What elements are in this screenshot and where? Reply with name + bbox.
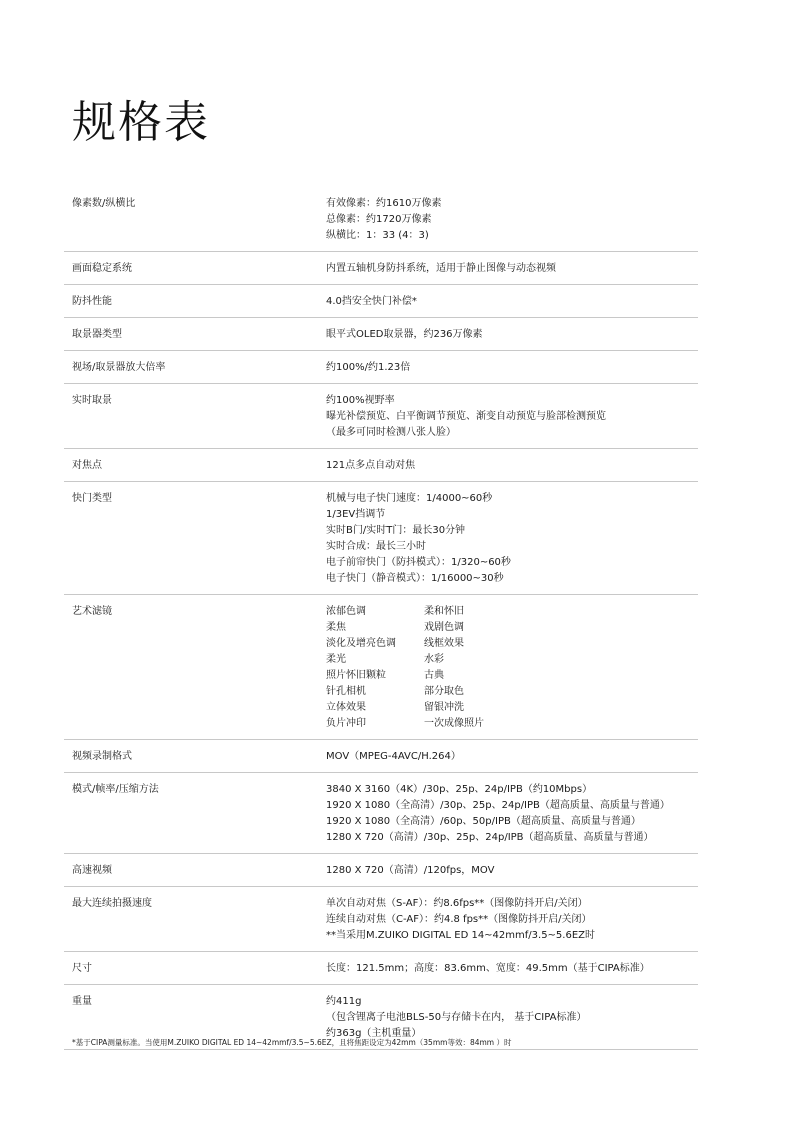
spec-value-line: MOV（MPEG-4AVC/H.264）: [326, 751, 461, 762]
spec-label: 艺术滤镜: [72, 606, 112, 617]
spec-value-line: 电子前帘快门（防抖模式）：1/320~60秒: [326, 557, 511, 568]
spec-row-pixels: [64, 187, 698, 252]
spec-value: [326, 482, 698, 594]
spec-value-line: 1920 X 1080（全高清）/60p、50p/IPB（超高质量、高质量与普通）: [326, 816, 641, 827]
art-filter-item: 柔和怀旧: [424, 606, 464, 617]
art-filter-item: 针孔相机: [326, 686, 366, 697]
spec-value-line: 实时合成：最长三小时: [326, 541, 426, 552]
spec-value: [326, 351, 698, 383]
spec-value-line: 总像素：约1720万像素: [326, 214, 432, 225]
spec-value: [326, 887, 698, 951]
spec-value: [326, 952, 698, 984]
spec-value-line: 约100%/约1.23倍: [326, 362, 411, 373]
spec-value: [326, 318, 698, 350]
spec-value: [326, 384, 698, 448]
spec-value-line: 长度：121.5mm；高度：83.6mm、宽度：49.5mm（基于CIPA标准）: [326, 963, 650, 974]
spec-label: 最大连续拍摄速度: [72, 898, 152, 909]
art-filter-row: [326, 636, 698, 652]
art-filter-row: [326, 700, 698, 716]
spec-row-art-filters: [64, 595, 698, 740]
footnote: *基于CIPA测量标准。当使用M.ZUIKO DIGITAL ED 14~42mmf/3.5~5.6EZ，且将焦距设定为42mm（35mm等效：84mm ）时: [72, 1038, 512, 1047]
spec-table: [64, 187, 698, 1050]
spec-row-shutter-type: [64, 482, 698, 595]
art-filter-row: [326, 716, 698, 732]
spec-value-line: 3840 X 3160（4K）/30p、25p、24p/IPB（约10Mbps）: [326, 784, 593, 795]
spec-value-line: 内置五轴机身防抖系统，适用于静止图像与动态视频: [326, 263, 556, 274]
art-filter-row: [326, 668, 698, 684]
art-filter-item: 留银冲洗: [424, 702, 464, 713]
spec-row-focus-points: [64, 449, 698, 482]
art-filter-item: 照片怀旧颗粒: [326, 670, 386, 681]
spec-value: [326, 854, 698, 886]
art-filter-item: 浓郁色调: [326, 606, 366, 617]
art-filter-item: 立体效果: [326, 702, 366, 713]
art-filter-row: [326, 604, 698, 620]
spec-row-burst-speed: [64, 887, 698, 952]
spec-label: 取景器类型: [72, 329, 122, 340]
spec-row-video-modes: [64, 773, 698, 854]
art-filter-item: 柔光: [326, 654, 346, 665]
spec-value-line: 纵横比：1：33 (4：3): [326, 230, 429, 241]
art-filter-item: 水彩: [424, 654, 444, 665]
spec-value: [326, 252, 698, 284]
art-filter-item: 戏剧色调: [424, 622, 464, 633]
spec-label: 对焦点: [72, 460, 102, 471]
art-filter-item: 柔焦: [326, 622, 346, 633]
spec-label: 实时取景: [72, 395, 112, 406]
spec-value-line: （最多可同时检测八张人脸）: [326, 427, 456, 438]
spec-label: 画面稳定系统: [72, 263, 132, 274]
spec-value-line: 1920 X 1080（全高清）/30p、25p、24p/IPB（超高质量、高质量与普通）: [326, 800, 670, 811]
spec-label: 尺寸: [72, 963, 92, 974]
spec-label: 像素数/纵横比: [72, 198, 136, 209]
spec-value-line: 连续自动对焦（C-AF）：约4.8 fps**（图像防抖开启/关闭）: [326, 914, 592, 925]
spec-value: [326, 187, 698, 251]
spec-row-dimensions: [64, 952, 698, 985]
art-filter-item: 古典: [424, 670, 444, 681]
spec-value-line: 1280 X 720（高清）/30p、25p、24p/IPB（超高质量、高质量与普通）: [326, 832, 654, 843]
page-title: 规格表: [72, 97, 210, 148]
spec-label: 重量: [72, 996, 92, 1007]
spec-row-viewfinder-type: [64, 318, 698, 351]
art-filter-item: 部分取色: [424, 686, 464, 697]
spec-value-line: 1280 X 720（高清）/120fps，MOV: [326, 865, 495, 876]
art-filter-item: 一次成像照片: [424, 718, 484, 729]
art-filter-row: [326, 684, 698, 700]
art-filter-item: 负片冲印: [326, 718, 366, 729]
spec-label: 防抖性能: [72, 296, 112, 307]
spec-value-line: 电子快门（静音模式）：1/16000~30秒: [326, 573, 504, 584]
spec-label: 模式/帧率/压缩方法: [72, 784, 159, 795]
art-filter-item: 淡化及增亮色调: [326, 638, 396, 649]
spec-value: [326, 285, 698, 317]
spec-value-line: 约411g: [326, 996, 362, 1007]
spec-value-line: 约100%视野率: [326, 395, 395, 406]
spec-value-line: 4.0挡安全快门补偿*: [326, 296, 417, 307]
art-filter-row: [326, 652, 698, 668]
spec-label: 高速视频: [72, 865, 112, 876]
spec-label: 视频录制格式: [72, 751, 132, 762]
spec-value-line: 机械与电子快门速度：1/4000~60秒: [326, 493, 493, 504]
spec-label: 快门类型: [72, 493, 112, 504]
spec-value: [326, 773, 698, 853]
art-filter-item: 线框效果: [424, 638, 464, 649]
spec-value-line: 1/3EV挡调节: [326, 509, 386, 520]
spec-value-line: 单次自动对焦（S-AF）：约8.6fps**（图像防抖开启/关闭）: [326, 898, 588, 909]
spec-value-line: 约363g（主机重量）: [326, 1028, 422, 1039]
spec-row-live-view: [64, 384, 698, 449]
spec-value: [326, 595, 698, 739]
spec-row-high-speed-video: [64, 854, 698, 887]
spec-row-stabilization: [64, 252, 698, 285]
spec-row-shake-performance: [64, 285, 698, 318]
spec-row-video-format: [64, 740, 698, 773]
spec-value-line: **当采用M.ZUIKO DIGITAL ED 14~42mmf/3.5~5.6EZ时: [326, 930, 596, 941]
spec-value-line: 有效像素：约1610万像素: [326, 198, 442, 209]
spec-value: [326, 740, 698, 772]
spec-value: [326, 449, 698, 481]
art-filter-row: [326, 620, 698, 636]
spec-label: 视场/取景器放大倍率: [72, 362, 166, 373]
spec-value-line: 眼平式OLED取景器，约236万像素: [326, 329, 483, 340]
spec-value-line: 曝光补偿预览、白平衡调节预览、渐变自动预览与脸部检测预览: [326, 411, 606, 422]
spec-value-line: 121点多点自动对焦: [326, 460, 416, 471]
spec-value-line: （包含锂离子电池BLS-50与存储卡在内， 基于CIPA标准）: [326, 1012, 587, 1023]
spec-row-field-of-view: [64, 351, 698, 384]
spec-value-line: 实时B门/实时T门：最长30分钟: [326, 525, 466, 536]
